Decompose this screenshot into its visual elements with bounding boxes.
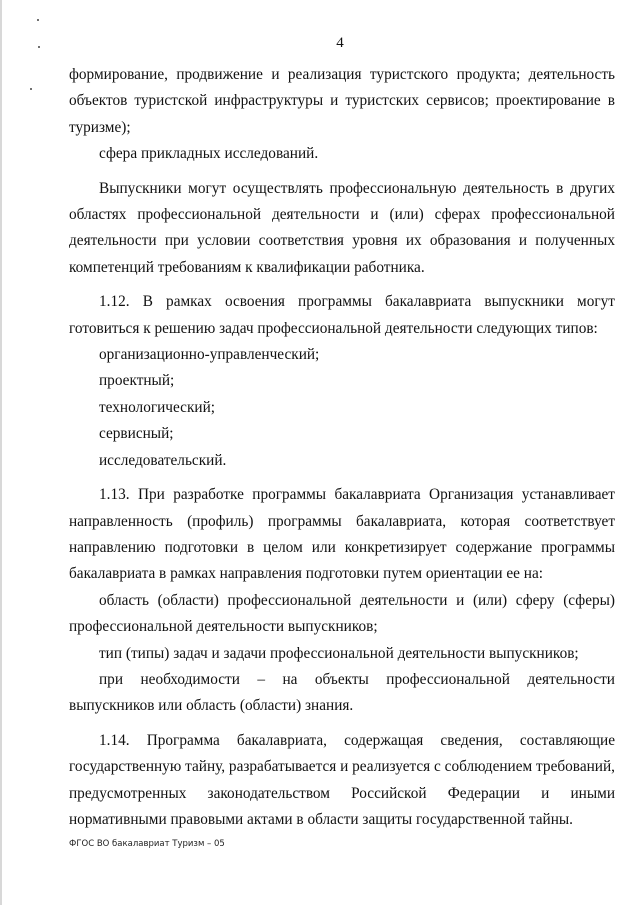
- paragraph: формирование, продвижение и реализация туристского продукта; деятельность объектов туристской инфраструктуры и туристских сервисов; проектирование в туризме);: [69, 66, 615, 136]
- list-item: проектный;: [99, 372, 175, 390]
- scan-speck: [37, 19, 39, 21]
- paragraph: тип (типы) задач и задачи профессиональной деятельности выпускников;: [99, 644, 579, 662]
- paragraph: при необходимости – на объекты профессиональной деятельности выпускников или область (области) знания.: [69, 670, 615, 715]
- paragraph-1-12: 1.12. В рамках освоения программы бакалавриата выпускники могут готовиться к решению задач профессиональной деятельности следующих типов:: [69, 293, 615, 337]
- document-body: [69, 62, 615, 833]
- page-number: 4: [336, 35, 344, 51]
- list-item: исследовательский.: [99, 451, 227, 469]
- list-item: технологический;: [99, 398, 216, 416]
- paragraph: область (области) профессиональной деятельности и (или) сферу (сферы) профессиональной деятельности выпускников;: [69, 591, 615, 636]
- paragraph-1-14: 1.14. Программа бакалавриата, содержащая сведения, составляющие государственную тайну, разрабатывается и реализуется с соблюдением требований, предусмотренных законодательством Российской Федерации и иными нормативными правовыми актами в области защиты государственной тайны.: [69, 731, 615, 828]
- page-footer: ФГОС ВО бакалавриат Туризм – 05: [69, 839, 225, 849]
- scan-speck: [30, 88, 32, 90]
- paragraph: сфера прикладных исследований.: [99, 145, 319, 163]
- paragraph: Выпускники могут осуществлять профессиональную деятельность в других областях профессиональной деятельности и (или) сферах профессиональной деятельности при условии соответствия уровня их образования и полученных компетенций требованиям к квалификации работника.: [69, 179, 615, 276]
- scan-edge-line: [0, 0, 2, 905]
- paragraph-1-13: 1.13. При разработке программы бакалавриата Организация устанавливает направленность (профиль) программы бакалавриата, которая соответствует направлению подготовки в целом или конкретизирует содержание программы бакалавриата в рамках направления подготовки путем ориентации ее на:: [69, 486, 615, 583]
- list-item: организационно-управленческий;: [99, 346, 320, 364]
- list-item: сервисный;: [99, 425, 174, 443]
